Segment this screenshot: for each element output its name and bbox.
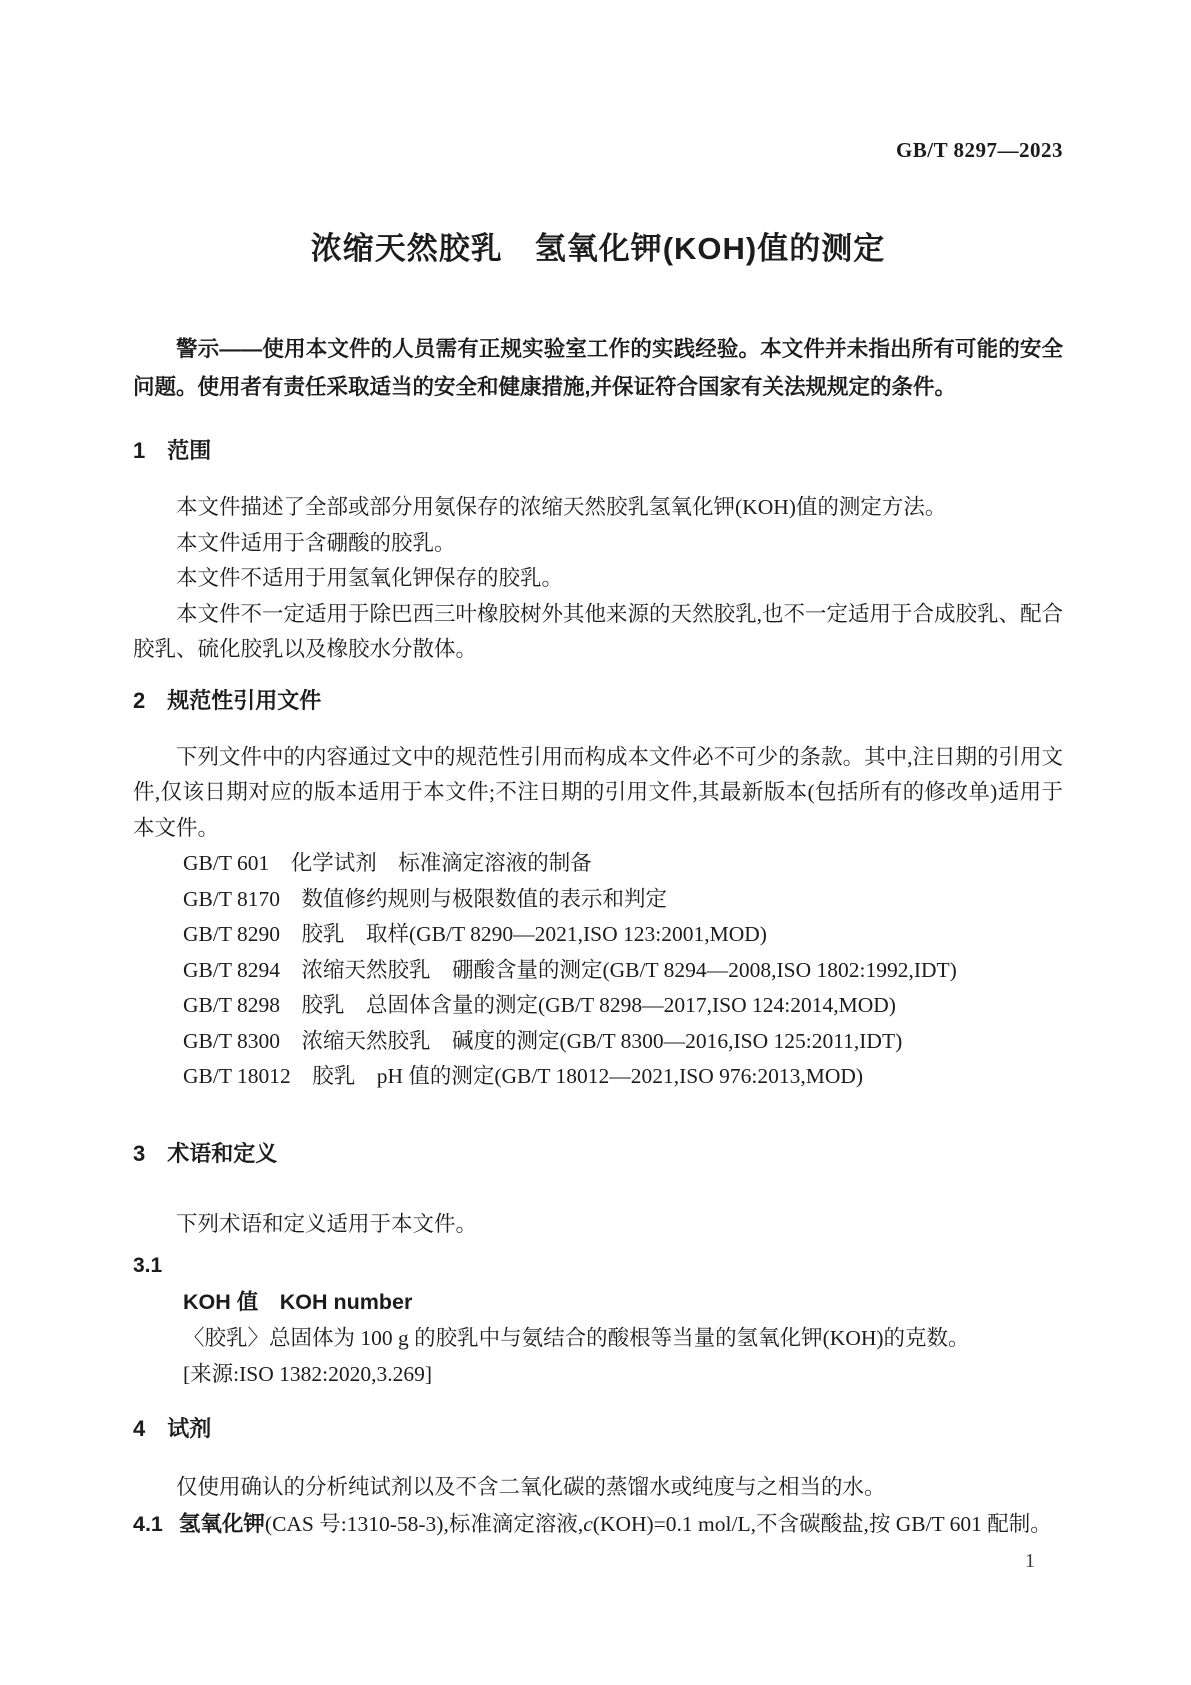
- section-title: 规范性引用文件: [167, 687, 322, 713]
- reference-item: GB/T 8298 胶乳 总固体含量的测定(GB/T 8298—2017,ISO 124:2014,MOD): [183, 993, 896, 1017]
- section-title: 范围: [167, 438, 212, 463]
- reagents-intro: 仅使用确认的分析纯试剂以及不含二氧化碳的蒸馏水或纯度与之相当的水。: [176, 1475, 886, 1499]
- reagent-text-continued: (KOH)=0.1 mol/L,不含碳酸盐,按 GB/T 601 配制。: [592, 1511, 1052, 1536]
- section-heading-terms: [133, 1141, 1063, 1167]
- scope-body: [133, 490, 1063, 668]
- terms-intro: 下列术语和定义适用于本文件。: [176, 1211, 478, 1236]
- clause-4-1: [133, 1506, 1063, 1542]
- normative-references-body: [133, 740, 1063, 1095]
- page-number: 1: [1025, 1549, 1035, 1572]
- scope-paragraph: 本文件描述了全部或部分用氨保存的浓缩天然胶乳氢氧化钾(KOH)值的测定方法。: [176, 495, 947, 519]
- term-name: KOH 值 KOH number: [183, 1290, 413, 1314]
- section-heading-scope: [133, 438, 1063, 464]
- reagent-text: (CAS 号:1310-58-3),标准滴定溶液,: [264, 1511, 584, 1536]
- section-number: 2: [133, 687, 146, 713]
- reference-item: GB/T 8170 数值修约规则与极限数值的表示和判定: [183, 886, 667, 911]
- scope-paragraph: 本文件不适用于用氢氧化钾保存的胶乳。: [176, 566, 564, 590]
- section-number: 3: [133, 1140, 146, 1166]
- reference-item: GB/T 8290 胶乳 取样(GB/T 8290—2021,ISO 123:2001,MOD): [183, 922, 767, 946]
- standard-code: GB/T 8297—2023: [895, 138, 1063, 162]
- reference-item: GB/T 8300 浓缩天然胶乳 碱度的测定(GB/T 8300—2016,ISO 125:2011,IDT): [183, 1028, 903, 1053]
- document-title: 浓缩天然胶乳 氢氧化钾(KOH)值的测定: [310, 231, 886, 266]
- reagent-name: 氢氧化钾: [178, 1511, 265, 1536]
- normative-references-list: [133, 846, 1063, 1095]
- section-number: 4: [133, 1416, 146, 1441]
- section-heading-reagents: [133, 1416, 1063, 1442]
- reference-item: GB/T 18012 胶乳 pH 值的测定(GB/T 18012—2021,ISO 976:2013,MOD): [183, 1064, 864, 1088]
- normative-references-intro: 下列文件中的内容通过文中的规范性引用而构成本文件必不可少的条款。其中,注日期的引用文件,仅该日期对应的版本适用于本文件;不注日期的引用文件,其最新版本(包括所有的修改单)适用于本文件。: [133, 744, 1063, 840]
- term-source: [来源:ISO 1382:2020,3.269]: [183, 1362, 433, 1386]
- terms-body: [133, 1207, 1063, 1393]
- reference-item: GB/T 8294 浓缩天然胶乳 硼酸含量的测定(GB/T 8294—2008,ISO 1802:1992,IDT): [183, 957, 957, 982]
- warning-paragraph: 警示——使用本文件的人员需有正规实验室工作的实践经验。本文件并未指出所有可能的安全问题。使用者有责任采取适当的安全和健康措施,并保证符合国家有关法规规定的条件。: [133, 337, 1063, 399]
- term-clause-number: 3.1: [133, 1254, 163, 1277]
- quantity-symbol: c: [583, 1511, 593, 1536]
- term-definition: 〈胶乳〉总固体为 100 g 的胶乳中与氨结合的酸根等当量的氢氧化钾(KOH)的克数。: [183, 1326, 970, 1350]
- scope-paragraph: 本文件适用于含硼酸的胶乳。: [176, 530, 456, 555]
- section-title: 术语和定义: [167, 1140, 278, 1166]
- section-number: 1: [133, 438, 146, 463]
- clause-number: 4.1: [133, 1511, 163, 1536]
- reference-item: GB/T 601 化学试剂 标准滴定溶液的制备: [183, 851, 592, 875]
- scope-paragraph: 本文件不一定适用于除巴西三叶橡胶树外其他来源的天然胶乳,也不一定适用于合成胶乳、配合胶乳、硫化胶乳以及橡胶水分散体。: [133, 601, 1063, 661]
- section-heading-normative-references: [133, 688, 1063, 714]
- section-title: 试剂: [167, 1416, 212, 1441]
- reagents-body: [133, 1470, 1063, 1542]
